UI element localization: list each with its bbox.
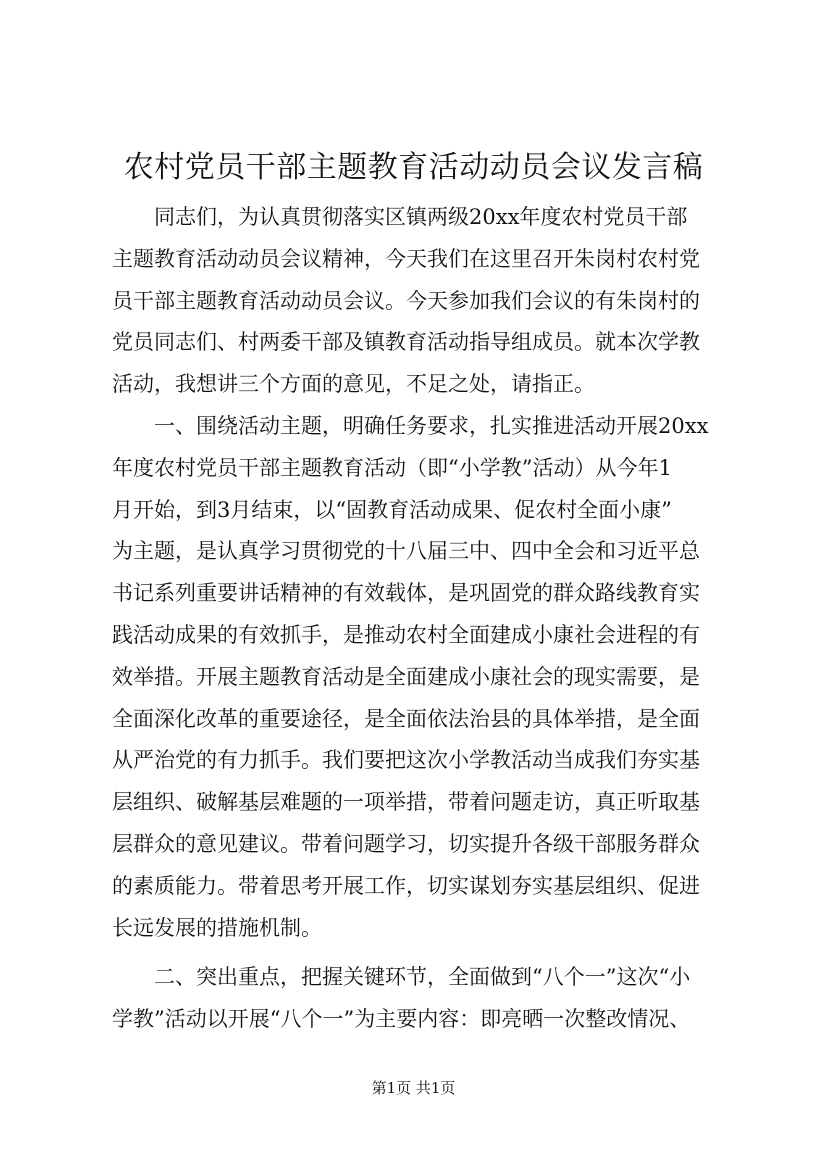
page-footer: 第1页 共1页 (371, 1079, 456, 1097)
body-line: 同志们，为认真贯彻落实区镇两级20xx年度农村党员干部 (112, 205, 688, 229)
body-line: 长远发展的措施机制。 (112, 915, 322, 940)
body-line: 年度农村党员干部主题教育活动（即“小学教”活动）从今年1 (112, 455, 672, 480)
body-line: 党员同志们、村两委干部及镇教育活动指导组成员。就本次学教 (112, 330, 700, 355)
body-line: 的素质能力。带着思考开展工作，切实谋划夯实基层组织、促进 (112, 873, 700, 898)
body-line: 全面深化改革的重要途径，是全面依法治县的具体举措，是全面 (112, 706, 700, 731)
body-line: 学教”活动以开展“八个一”为主要内容：即亮晒一次整改情况、 (112, 1007, 691, 1032)
body-line: 层群众的意见建议。带着问题学习，切实提升各级干部服务群众 (112, 831, 700, 856)
body-line: 书记系列重要讲话精神的有效载体，是巩固党的群众路线教育实 (112, 581, 700, 606)
body-line: 一、围绕活动主题，明确任务要求，扎实推进活动开展20xx (112, 413, 709, 438)
body-line: 从严治党的有力抓手。我们要把这次小学教活动当成我们夯实基 (112, 748, 700, 773)
paragraph-gap (112, 949, 727, 957)
body-line: 活动，我想讲三个方面的意见，不足之处，请指正。 (112, 372, 595, 397)
body-line: 主题教育活动动员会议精神，今天我们在这里召开朱岗村农村党 (112, 246, 700, 271)
document-body (112, 197, 727, 1041)
body-line: 层组织、破解基层难题的一项举措，带着问题走访，真正听取基 (112, 790, 700, 815)
document-title: 农村党员干部主题教育活动动员会议发言稿 (123, 150, 704, 185)
body-line: 效举措。开展主题教育活动是全面建成小康社会的现实需要，是 (112, 664, 700, 689)
body-line: 员干部主题教育活动动员会议。今天参加我们会议的有朱岗村的 (112, 288, 700, 313)
body-line: 为主题，是认真学习贯彻党的十八届三中、四中全会和习近平总 (112, 539, 700, 564)
body-line: 月开始，到3月结束，以“固教育活动成果、促农村全面小康” (112, 497, 672, 522)
body-line: 二、突出重点，把握关键环节，全面做到“八个一”这次“小 (112, 965, 691, 990)
body-line: 践活动成果的有效抓手，是推动农村全面建成小康社会进程的有 (112, 622, 700, 647)
